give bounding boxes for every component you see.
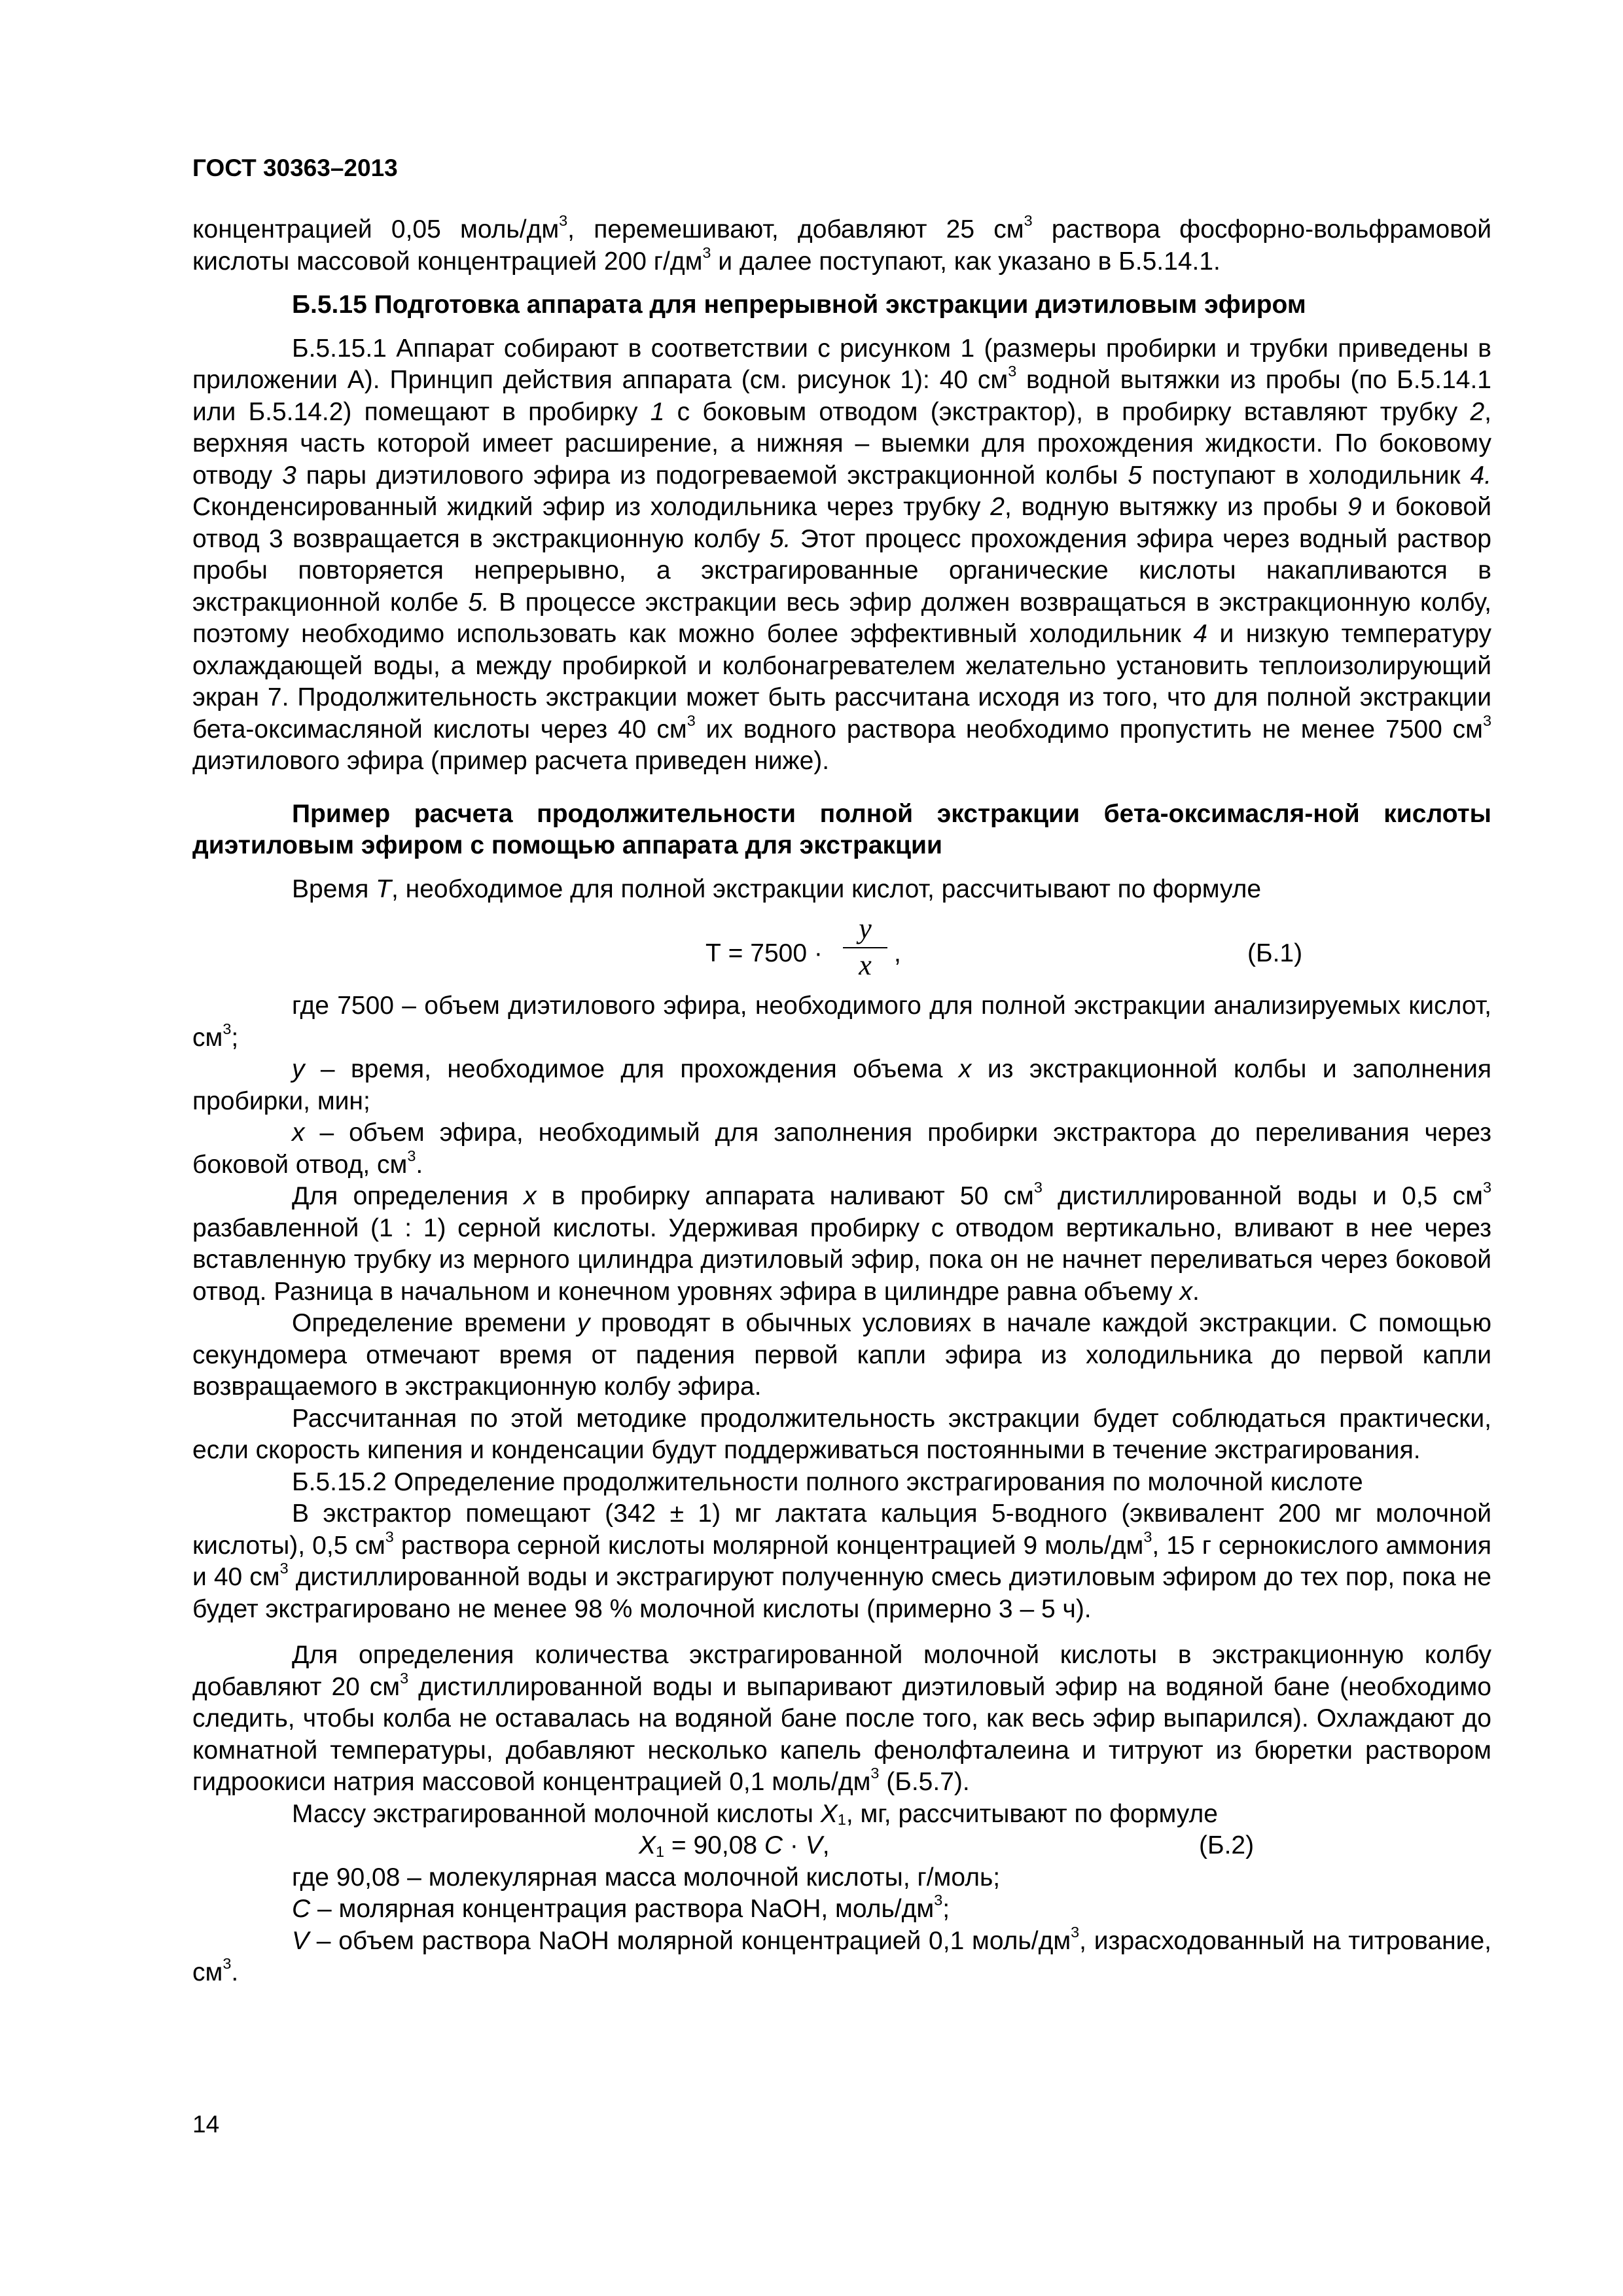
formula-lhs: Т = 7500 ·: [705, 939, 823, 967]
section-heading: Б.5.15 Подготовка аппарата для непрерывной экстракции диэтиловым эфиром: [292, 291, 1306, 319]
formula-fraction: [839, 912, 891, 982]
paragraph: Время Т, необходимое для полной экстракции кислот, рассчитывают по формуле: [292, 874, 1262, 903]
formula-number: (Б.2): [1199, 1831, 1255, 1859]
paragraph: В экстрактор помещают (342 ± 1) мг лактата кальция 5-водного (эквивалент 200 мг молочной кислоты), 0,5 $см^3$ раствора серной кислоты молярной концентрацией 9 моль/$дм^3$, 15 г сернокислого аммония и 40 $см^3$ дистиллированной воды и экстрагируют полученную смесь диэтиловым эфиром до тех пор, пока не будет экстрагировано не менее 98 % молочной кислоты (примерно 3 – 5 ч).: [192, 1499, 1491, 1623]
paragraph: где 7500 – объем диэтилового эфира, необходимого для полной экстракции анализируемых кислот, $см^3$;: [192, 992, 1491, 1052]
paragraph: С – молярная концентрация раствора NaOH, моль/$дм^3$;: [292, 1892, 950, 1923]
paragraph: х – объем эфира, необходимый для заполнения пробирки экстрактора до переливания через боковой отвод, $см^3$.: [192, 1119, 1491, 1179]
paragraph: концентрацией 0,05 моль/$дм^3$, перемешивают, добавляют 25 $см^3$ раствора фосфорно-вольфрамовой кислоты массовой концентрацией 200 $г/дм^3$ и далее поступают, как указано в Б.5.14.1.: [192, 212, 1492, 276]
paragraph: V – объем раствора NaOH молярной концентрацией 0,1 моль/$дм^3$, израсходованный на титрование, $см^3$.: [192, 1923, 1491, 1986]
document-body: [192, 214, 1491, 1989]
paragraph: Б.5.15.1 Аппарат собирают в соответствии с рисунком 1 (размеры пробирки и трубки приведены в приложении А). Принцип действия аппарата (см. рисунок 1): 40 $см^3$ водной вытяжки из пробы (по Б.5.14.1 или Б.5.14.2) помещают в пробирку 1 с боковым отводом (экстрактор), в пробирку вставляют трубку 2, верхняя часть которой имеет расширение, а нижняя – выемки для прохождения жидкости. По боковому отводу 3 пары диэтилового эфира из подогреваемой экстракционной колбы 5 поступают в холодильник 4. Сконденсированный жидкий эфир из холодильника через трубку 2, водную вытяжку из пробы 9 и боковой отвод 3 возвращается в экстракционную колбу 5. Этот процесс прохождения эфира через водный раствор пробы повторяется непрерывно, а экстрагированные органические кислоты накапливаются в экстракционной колбе 5. В процессе экстракции весь эфир должен возвращаться в экстракционную колбу, поэтому необходимо использовать как можно более эффективный холодильник 4 и низкую температуру охлаждающей воды, а между пробиркой и колбонагревателем желательно установить теплоизолирующий экран 7. Продолжительность экстракции может быть рассчитана исходя из того, что для полной экстракции бета-оксимасляной кислоты через 40 $см^3$ их водного раствора необходимо пропустить не менее 7500 $см^3$ диэтилового эфира (пример расчета приведен ниже).: [192, 334, 1492, 775]
formula-comma: ,: [894, 939, 901, 967]
formula-expression: $Х_1 = 90,08$ С · V,: [639, 1831, 830, 1860]
example-heading: Пример расчета продолжительности полной экстракции бета-оксимасля-ной кислоты диэтиловым эфиром с помощью аппарата для экстракции: [192, 799, 1491, 859]
paragraph: Массу экстрагированной молочной кислоты $Х_1$, мг, рассчитывают по формуле: [292, 1799, 1218, 1829]
formula-b1: [192, 912, 1491, 986]
document-header: ГОСТ 30363–2013: [192, 154, 398, 181]
paragraph: Для определения х в пробирку аппарата наливают 50 $см^3$ дистиллированной воды и 0,5 $см^3$ разбавленной (1 : 1) серной кислоты. Удерживая пробирку с отводом вертикально, вливают в нее через вставленную трубку из мерного цилиндра диэтиловый эфир, пока он не начнет переливаться через боковой отвод. Разница в начальном и конечном уровнях эфира в цилиндре равна объему х.: [192, 1179, 1491, 1306]
paragraph: Рассчитанная по этой методике продолжительность экстракции будет соблюдаться практически, если скорость кипения и конденсации будут поддерживаться постоянными в течение экстрагирования.: [192, 1404, 1491, 1464]
page-number: 14: [192, 2111, 220, 2138]
paragraph: Для определения количества экстрагированной молочной кислоты в экстракционную колбу добавляют 20 $см^3$ дистиллированной воды и выпаривают диэтиловый эфир на водяной бане (необходимо следить, чтобы колба не оставалась на водяной бане после того, как весь эфир выпарился). Охлаждают до комнатной температуры, добавляют несколько капель фенолфталеина и титруют из бюретки раствором гидроокиси натрия массовой концентрацией 0,1 моль/$дм^3$ (Б.5.7).: [192, 1641, 1491, 1796]
paragraph: где 90,08 – молекулярная масса молочной кислоты, г/моль;: [292, 1863, 1001, 1892]
paragraph: Б.5.15.2 Определение продолжительности полного экстрагирования по молочной кислоте: [292, 1467, 1363, 1496]
paragraph: Определение времени у проводят в обычных условиях в начале каждой экстракции. С помощью секундомера отмечают время от падения первой капли эфира из холодильника до первой капли возвращаемого в экстракционную колбу эфира.: [192, 1309, 1491, 1401]
formula-b2: [192, 1830, 1491, 1862]
fraction-numerator: y: [859, 912, 872, 944]
formula-number: (Б.1): [1247, 939, 1303, 967]
fraction-denominator: x: [859, 949, 872, 981]
paragraph: у – время, необходимое для прохождения объема х из экстракционной колбы и заполнения пробирки, мин;: [192, 1055, 1491, 1115]
